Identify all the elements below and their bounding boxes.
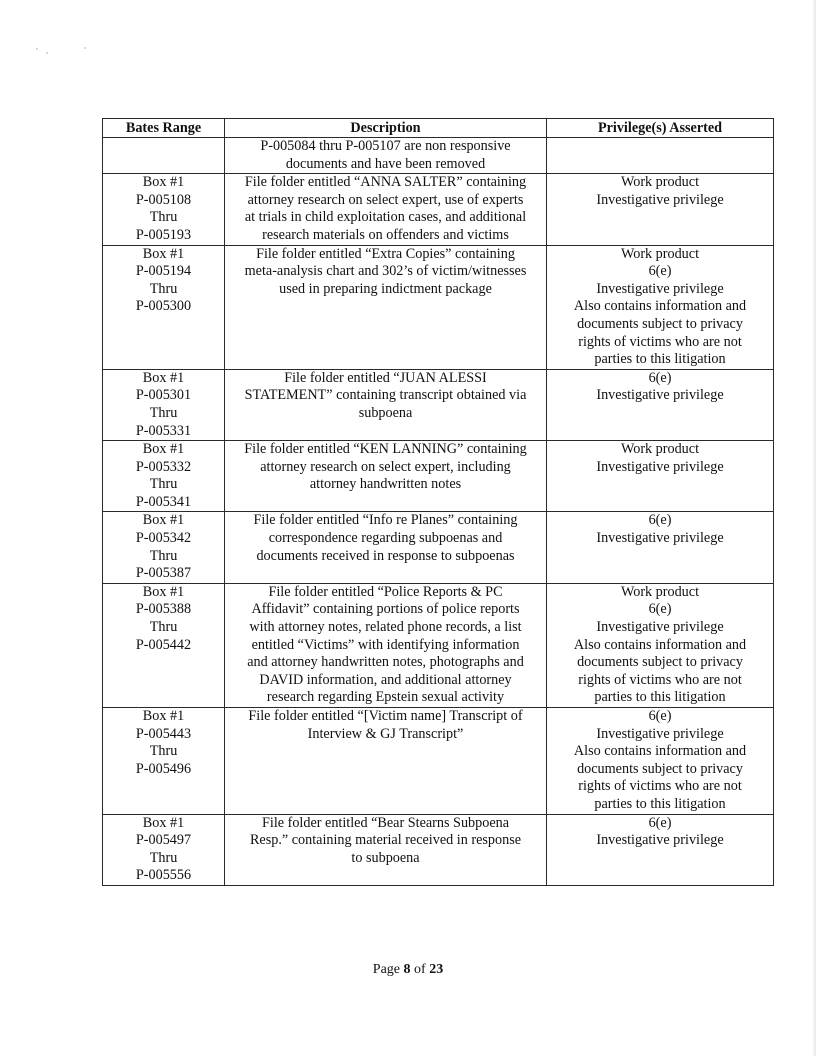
privilege-line: parties to this litigation [594, 351, 726, 368]
description-cell [225, 708, 547, 815]
privilege-line: Work product [620, 583, 700, 600]
table-row [103, 583, 774, 707]
description-line: used in preparing indictment package [279, 280, 492, 297]
bates-line: Thru [149, 209, 178, 226]
bates-line: P-005341 [135, 493, 192, 510]
table-row [103, 245, 774, 369]
description-cell [225, 512, 547, 583]
description-line: at trials in child exploitation cases, and additional [244, 209, 527, 226]
privileges-cell [547, 138, 774, 174]
description-line: File folder entitled “ANNA SALTER” containing [244, 174, 527, 191]
bates-line: P-005108 [135, 191, 192, 208]
description-cell [225, 814, 547, 885]
description-line: attorney research on select expert, including [260, 458, 511, 475]
bates-cell [103, 245, 225, 369]
bates-cell [103, 708, 225, 815]
privilege-line: Investigative privilege [596, 832, 724, 849]
description-line: documents received in response to subpoenas [256, 547, 515, 564]
privilege-line: parties to this litigation [594, 689, 726, 706]
description-cell [225, 369, 547, 440]
bates-cell [103, 814, 225, 885]
description-line: File folder entitled “Info re Planes” containing [253, 512, 518, 529]
privileges-cell [547, 512, 774, 583]
bates-line: Box #1 [142, 708, 185, 724]
privilege-line: documents subject to privacy [577, 760, 743, 777]
description-line: File folder entitled “JUAN ALESSI [284, 369, 487, 386]
description-line: entitled “Victims” with identifying information [251, 636, 520, 653]
description-line: File folder entitled “[Victim name] Transcript of [248, 708, 523, 724]
bates-line: P-005497 [135, 832, 192, 849]
bates-line: P-005342 [135, 530, 192, 547]
description-line: meta-analysis chart and 302’s of victim/witnesses [244, 263, 527, 280]
privilege-line: Investigative privilege [596, 280, 724, 297]
privilege-line: documents subject to privacy [577, 654, 743, 671]
bates-line: Box #1 [142, 245, 185, 262]
privilege-line: rights of victims who are not [578, 333, 742, 350]
bates-line: Thru [149, 280, 178, 297]
description-line: research materials on offenders and victims [262, 226, 509, 243]
description-line: File folder entitled “KEN LANNING” containing [244, 441, 527, 458]
description-line: STATEMENT” containing transcript obtained via [244, 387, 527, 404]
bates-line: Box #1 [142, 512, 185, 529]
description-line: and attorney handwritten notes, photographs and [247, 654, 524, 671]
bates-line: P-005387 [135, 565, 192, 582]
privilege-line: Investigative privilege [596, 458, 724, 475]
table-header-row [103, 119, 774, 138]
privileges-cell [547, 814, 774, 885]
privilege-line: 6(e) [648, 708, 672, 724]
bates-line: Box #1 [142, 174, 185, 191]
bates-line: P-005556 [135, 867, 192, 884]
privilege-line: Work product [620, 245, 700, 262]
scan-speck [36, 48, 38, 50]
privileges-cell [547, 174, 774, 245]
bates-line: P-005496 [135, 760, 192, 777]
bates-line: Thru [149, 404, 178, 421]
bates-line: P-005301 [135, 387, 192, 404]
table-row [103, 512, 774, 583]
description-line: DAVID information, and additional attorney [259, 671, 512, 688]
bates-line: P-005388 [135, 601, 192, 618]
table-row [103, 814, 774, 885]
description-line: documents and have been removed [285, 155, 486, 172]
scan-specks [36, 46, 96, 56]
description-line: correspondence regarding subpoenas and [268, 530, 503, 547]
description-cell [225, 174, 547, 245]
description-line: Interview & GJ Transcript” [307, 725, 464, 742]
description-line: with attorney notes, related phone records, a list [249, 619, 522, 636]
privilege-line: Work product [620, 441, 700, 458]
privilege-line: documents subject to privacy [577, 315, 743, 332]
description-line: to subpoena [351, 849, 420, 866]
description-cell [225, 583, 547, 707]
privilege-line: Also contains information and [573, 636, 747, 653]
bates-cell [103, 138, 225, 174]
bates-line: Thru [149, 547, 178, 564]
bates-line: P-005332 [135, 458, 192, 475]
bates-line: P-005193 [135, 226, 192, 243]
header-description: Description [225, 119, 547, 138]
table-row [103, 441, 774, 512]
bates-cell [103, 369, 225, 440]
description-cell [225, 138, 547, 174]
privileges-cell [547, 708, 774, 815]
bates-line: Box #1 [142, 814, 185, 831]
table-row [103, 174, 774, 245]
privilege-line: 6(e) [648, 263, 672, 280]
privilege-line: Investigative privilege [596, 191, 724, 208]
bates-cell [103, 174, 225, 245]
privilege-line: Investigative privilege [596, 725, 724, 742]
header-privileges-asserted: Privilege(s) Asserted [547, 119, 774, 138]
privileges-cell [547, 369, 774, 440]
privileges-cell [547, 441, 774, 512]
bates-line: Box #1 [142, 369, 185, 386]
description-line: Affidavit” containing portions of police reports [251, 601, 520, 618]
description-cell [225, 441, 547, 512]
scan-speck [46, 52, 48, 54]
privilege-line: Investigative privilege [596, 530, 724, 547]
privilege-line: rights of victims who are not [578, 671, 742, 688]
bates-line: Box #1 [142, 441, 185, 458]
bates-cell [103, 583, 225, 707]
bates-line: Thru [149, 743, 178, 760]
description-line: subpoena [358, 404, 413, 421]
bates-line: Thru [149, 619, 178, 636]
page-of-label: of [414, 962, 426, 977]
privilege-line: 6(e) [648, 601, 672, 618]
bates-line: Thru [149, 849, 178, 866]
privilege-line: rights of victims who are not [578, 778, 742, 795]
description-cell [225, 245, 547, 369]
privilege-line: Also contains information and [573, 743, 747, 760]
privileges-cell [547, 245, 774, 369]
table-row [103, 708, 774, 815]
bates-cell [103, 441, 225, 512]
page-total: 23 [429, 962, 444, 977]
page-label: Page [372, 962, 401, 977]
privilege-line: Work product [620, 174, 700, 191]
table-row [103, 138, 774, 174]
privilege-line: 6(e) [648, 814, 672, 831]
privilege-log-table [102, 118, 774, 886]
bates-line: P-005300 [135, 298, 192, 315]
table-row [103, 369, 774, 440]
privilege-line: Investigative privilege [596, 619, 724, 636]
description-line: File folder entitled “Police Reports & PC [268, 583, 503, 600]
page-number: 8 [403, 962, 411, 977]
bates-line: Thru [149, 476, 178, 493]
header-bates-range: Bates Range [103, 119, 225, 138]
bates-cell [103, 512, 225, 583]
bates-line: P-005194 [135, 263, 192, 280]
privilege-line: 6(e) [648, 369, 672, 386]
privilege-line: parties to this litigation [594, 795, 726, 812]
page-footer [0, 962, 816, 978]
bates-line: P-005443 [135, 725, 192, 742]
bates-line: P-005442 [135, 636, 192, 653]
bates-line: Box #1 [142, 583, 185, 600]
description-line: P-005084 thru P-005107 are non responsive [260, 138, 511, 154]
scan-speck [84, 47, 86, 49]
table-body [103, 138, 774, 886]
privilege-line: 6(e) [648, 512, 672, 529]
description-line: File folder entitled “Bear Stearns Subpoena [261, 814, 510, 831]
description-line: attorney research on select expert, use of experts [247, 191, 524, 208]
privilege-line: Investigative privilege [596, 387, 724, 404]
description-line: Resp.” containing material received in response [249, 832, 522, 849]
description-line: research regarding Epstein sexual activity [266, 689, 505, 706]
privilege-line: Also contains information and [573, 298, 747, 315]
bates-line: P-005331 [135, 422, 192, 439]
privileges-cell [547, 583, 774, 707]
description-line: attorney handwritten notes [309, 476, 462, 493]
description-line: File folder entitled “Extra Copies” containing [256, 245, 515, 262]
